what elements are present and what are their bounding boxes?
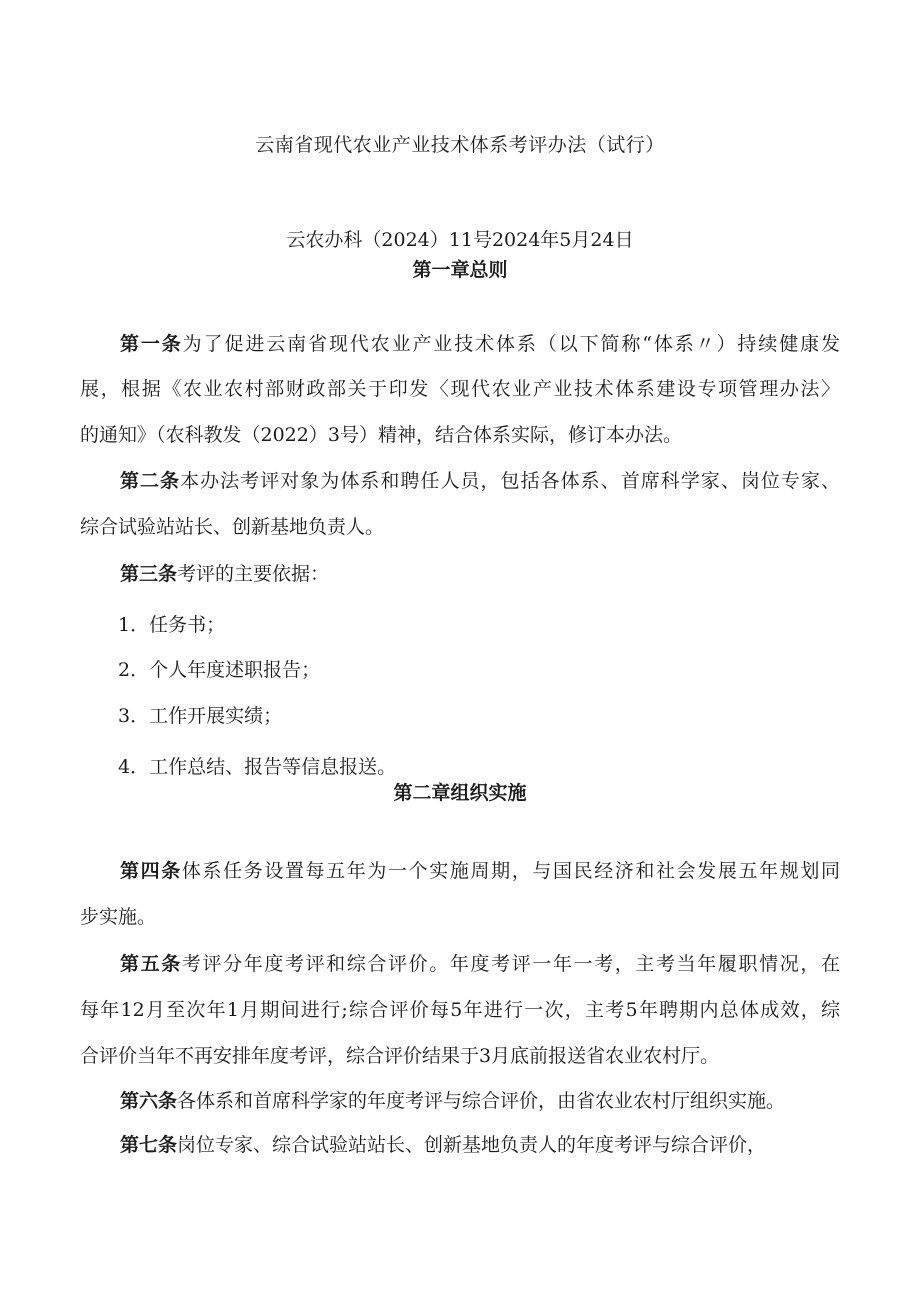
article-paragraph (120, 563, 840, 586)
list-item: 2．个人年度述职报告； (118, 659, 321, 681)
article-label: 第五条 (120, 953, 182, 975)
paragraph-text: 各体系和首席科学家的年度考评与综合评价，由省农业农村厅组织实施。 (177, 1090, 786, 1112)
paragraph-text: 体系任务设置每五年为一个实施周期，与国民经济和社会发展五年规划同 (181, 860, 840, 882)
article-label: 第二条 (120, 470, 181, 492)
paragraph-text: 为了促进云南省现代农业产业技术体系（以下简称“体系〃）持续健康发 (182, 333, 840, 355)
article-label: 第一条 (120, 333, 183, 355)
chapter-heading: 第二章组织实施 (393, 782, 527, 804)
article-label: 第三条 (120, 563, 178, 585)
paragraph-text: 岗位专家、综合试验站站长、创新基地负责人的年度考评与综合评价， (177, 1134, 767, 1156)
paragraph-text: 考评分年度考评和综合评价。年度考评一年一考，主考当年履职情况，在 (181, 953, 840, 975)
paragraph-text: 本办法考评对象为体系和聘任人员，包括各体系、首席科学家、岗位专家、 (180, 470, 840, 492)
paragraph-line: 展，根据《农业农村部财政部关于印发〈现代农业产业技术体系建设专项管理办法〉 (80, 378, 840, 400)
list-item: 3．工作开展实绩； (118, 705, 283, 727)
paragraph-line: 综合试验站站长、创新基地负责人。 (80, 516, 385, 538)
article-paragraph (120, 953, 840, 976)
article-paragraph (120, 470, 840, 493)
chapter-heading: 第一章总则 (412, 259, 508, 281)
list-item: 4．工作总结、报告等信息报送。 (118, 756, 397, 778)
document-title: 云南省现代农业产业技术体系考评办法（试行） (255, 134, 665, 156)
article-paragraph (120, 860, 840, 883)
article-paragraph (120, 1090, 840, 1113)
article-paragraph (120, 1134, 840, 1157)
paragraph-line: 每年12月至次年1月期间进行;综合评价每5年进行一次，主考5年聘期内总体成效，综 (80, 999, 840, 1021)
article-paragraph (120, 333, 840, 356)
paragraph-text: 考评的主要依据： (177, 563, 330, 585)
article-label: 第四条 (120, 860, 182, 882)
article-label: 第七条 (120, 1134, 178, 1156)
document-reference: 云农办科（2024）11号2024年5月24日 (286, 229, 634, 251)
paragraph-line: 步实施。 (80, 906, 157, 928)
paragraph-line: 的通知》（农科教发（2022）3号）精神，结合体系实际，修订本办法。 (80, 424, 682, 446)
list-item: 1．任务书； (118, 614, 226, 636)
article-label: 第六条 (120, 1090, 178, 1112)
paragraph-line: 合评价当年不再安排年度考评，综合评价结果于3月底前报送省农业农村厅。 (80, 1045, 720, 1067)
